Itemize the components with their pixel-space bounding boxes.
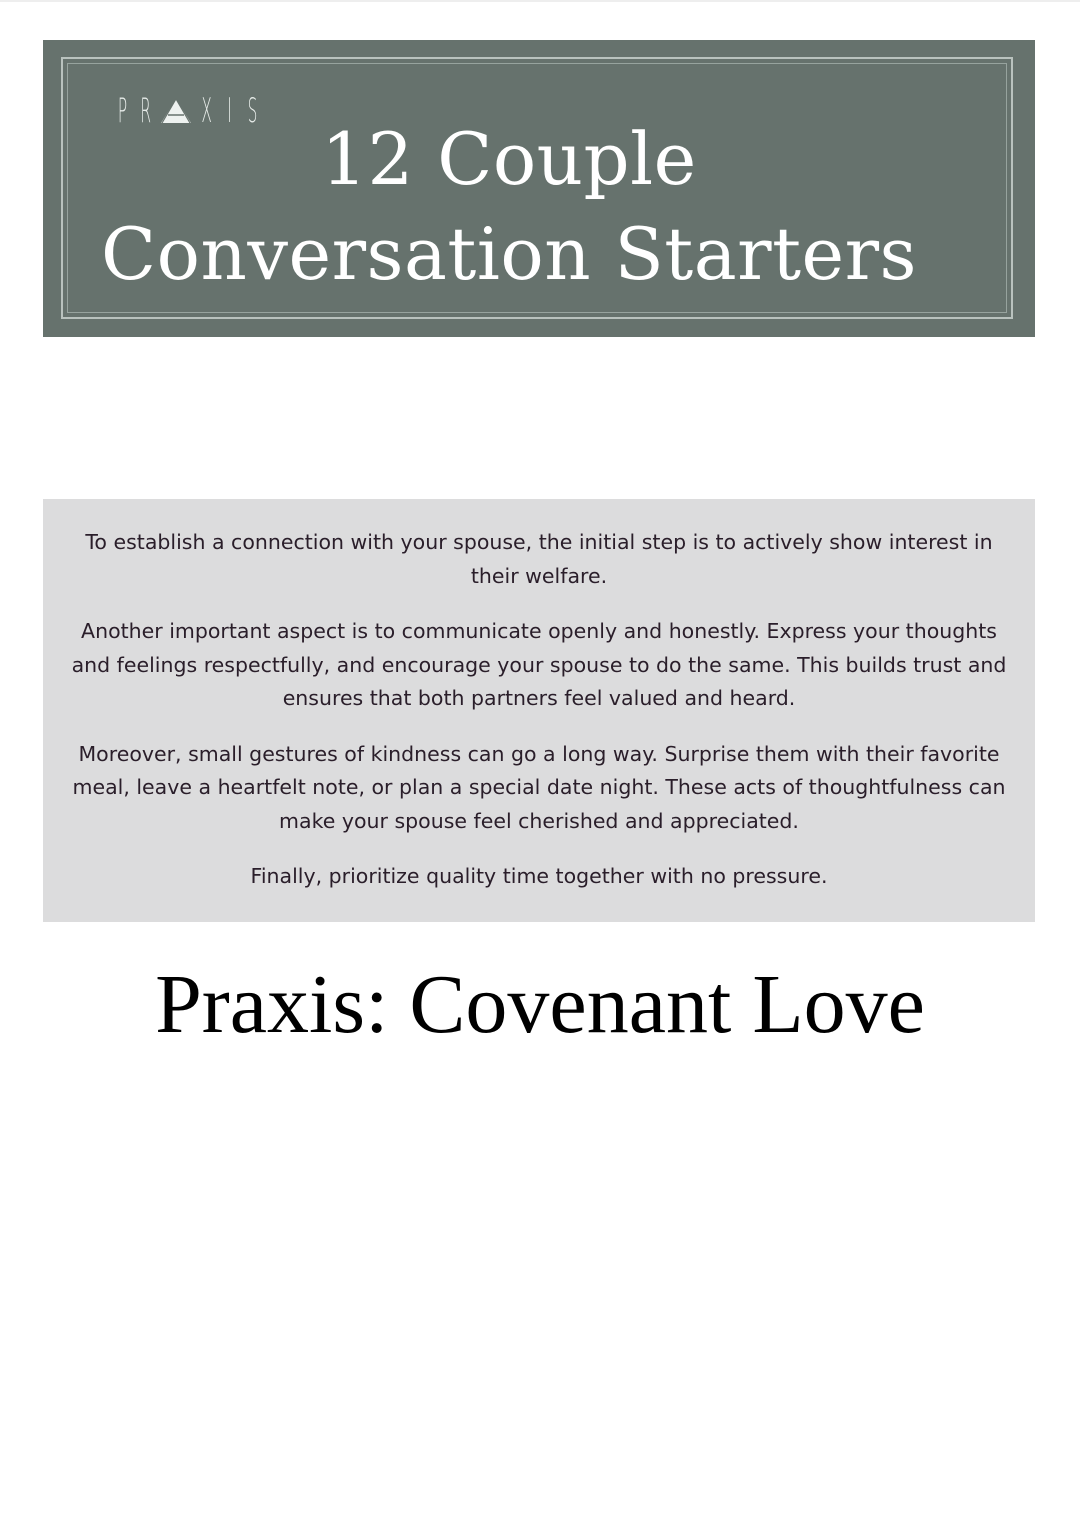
logo-letter-r: R	[140, 91, 151, 131]
intro-text-box	[43, 499, 1035, 922]
page-title-line-2: Conversation Starters	[101, 212, 917, 296]
logo-letter-x: X	[201, 91, 212, 131]
intro-paragraph: Finally, prioritize quality time together with no pressure.	[250, 864, 828, 888]
logo-letter-i: I	[227, 91, 232, 131]
intro-paragraph: Moreover, small gestures of kindness can go a long way. Surprise them with their favorite meal, leave a heartfelt note, or plan a special date night. These acts of thoughtfulness can make your spouse feel cherished and appreciated.	[72, 741, 1006, 833]
header-banner	[43, 40, 1035, 337]
logo-letter-s: S	[247, 91, 258, 131]
intro-paragraph: To establish a connection with your spouse, the initial step is to actively show interest in their welfare.	[85, 530, 993, 588]
footer-title: Praxis: Covenant Love	[155, 958, 925, 1051]
banner-frame	[61, 57, 1013, 319]
page-top-divider	[0, 0, 1080, 2]
logo-letter-p: P	[117, 91, 128, 131]
intro-paragraph: Another important aspect is to communicate openly and honestly. Express your thoughts and feelings respectfully, and encourage your spouse to do the same. This builds trust and ensures that both partners feel valued and heard.	[71, 619, 1007, 710]
page-title-line-1: 12 Couple	[321, 117, 697, 201]
